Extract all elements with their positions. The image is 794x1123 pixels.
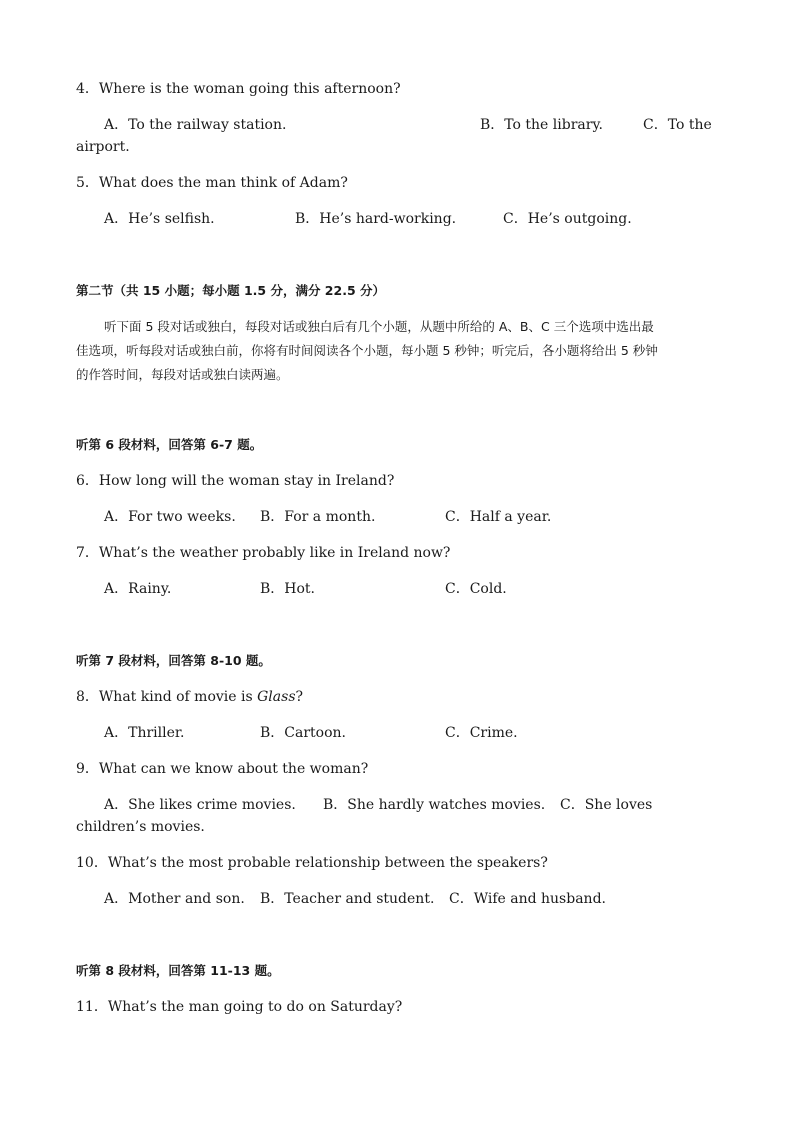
section-2-instructions-line-3: 的作答时间，每段对话或独白读两遍。	[76, 367, 289, 382]
part-6-header: 听第 6 段材料，回答第 6-7 题。	[76, 437, 263, 452]
q7-option-a: A．Rainy.	[104, 581, 172, 597]
question-4: 4．Where is the woman going this afternoon?	[76, 81, 401, 97]
movie-title: Glass	[257, 689, 296, 705]
section-2-title: 第二节（共 15 小题；每小题 1.5 分，满分 22.5 分）	[76, 283, 385, 298]
question-8-prefix: 8．What kind of movie is	[76, 689, 258, 705]
q5-option-c: C．He’s outgoing.	[503, 211, 632, 227]
q10-option-c: C．Wife and husband.	[449, 891, 606, 907]
q8-option-c: C．Crime.	[445, 725, 518, 741]
question-9: 9．What can we know about the woman?	[76, 761, 369, 777]
question-8-suffix: ?	[295, 689, 304, 705]
question-7: 7．What’s the weather probably like in Ireland now?	[76, 545, 451, 561]
q6-option-b: B．For a month.	[260, 509, 376, 525]
q4-option-b: B．To the library.	[480, 117, 603, 133]
question-11: 11．What’s the man going to do on Saturday?	[76, 999, 403, 1015]
q4-option-c-continued: airport.	[76, 139, 130, 155]
q10-option-a: A．Mother and son.	[104, 891, 245, 907]
question-6: 6．How long will the woman stay in Ireland?	[76, 473, 395, 489]
q9-option-a: A．She likes crime movies.	[104, 797, 296, 813]
q9-option-b: B．She hardly watches movies.	[323, 797, 546, 813]
q5-option-b: B．He’s hard-working.	[295, 211, 457, 227]
q4-option-c: C．To the	[643, 117, 712, 133]
section-2-instructions-line-2: 佳选项，听每段对话或独白前，你将有时间阅读各个小题，每小题 5 秒钟；听完后，各小题将给出 5 秒钟	[76, 343, 658, 358]
q8-option-a: A．Thriller.	[104, 725, 185, 741]
q9-option-c-continued: children’s movies.	[76, 819, 205, 835]
question-8	[76, 687, 303, 707]
q8-option-b: B．Cartoon.	[260, 725, 346, 741]
q7-option-b: B．Hot.	[260, 581, 316, 597]
section-2-instructions-line-1: 听下面 5 段对话或独白，每段对话或独白后有几个小题，从题中所给的 A、B、C 三个选项中选出最	[104, 319, 654, 334]
q5-option-a: A．He’s selfish.	[104, 211, 215, 227]
question-5: 5．What does the man think of Adam?	[76, 175, 348, 191]
part-7-header: 听第 7 段材料，回答第 8-10 题。	[76, 653, 271, 668]
q7-option-c: C．Cold.	[445, 581, 507, 597]
q6-option-a: A．For two weeks.	[104, 509, 236, 525]
q4-option-a: A．To the railway station.	[104, 117, 287, 133]
q6-option-c: C．Half a year.	[445, 509, 552, 525]
question-10: 10．What’s the most probable relationship between the speakers?	[76, 855, 548, 871]
part-8-header: 听第 8 段材料，回答第 11-13 题。	[76, 963, 280, 978]
q9-option-c: C．She loves	[560, 797, 653, 813]
q10-option-b: B．Teacher and student.	[260, 891, 435, 907]
